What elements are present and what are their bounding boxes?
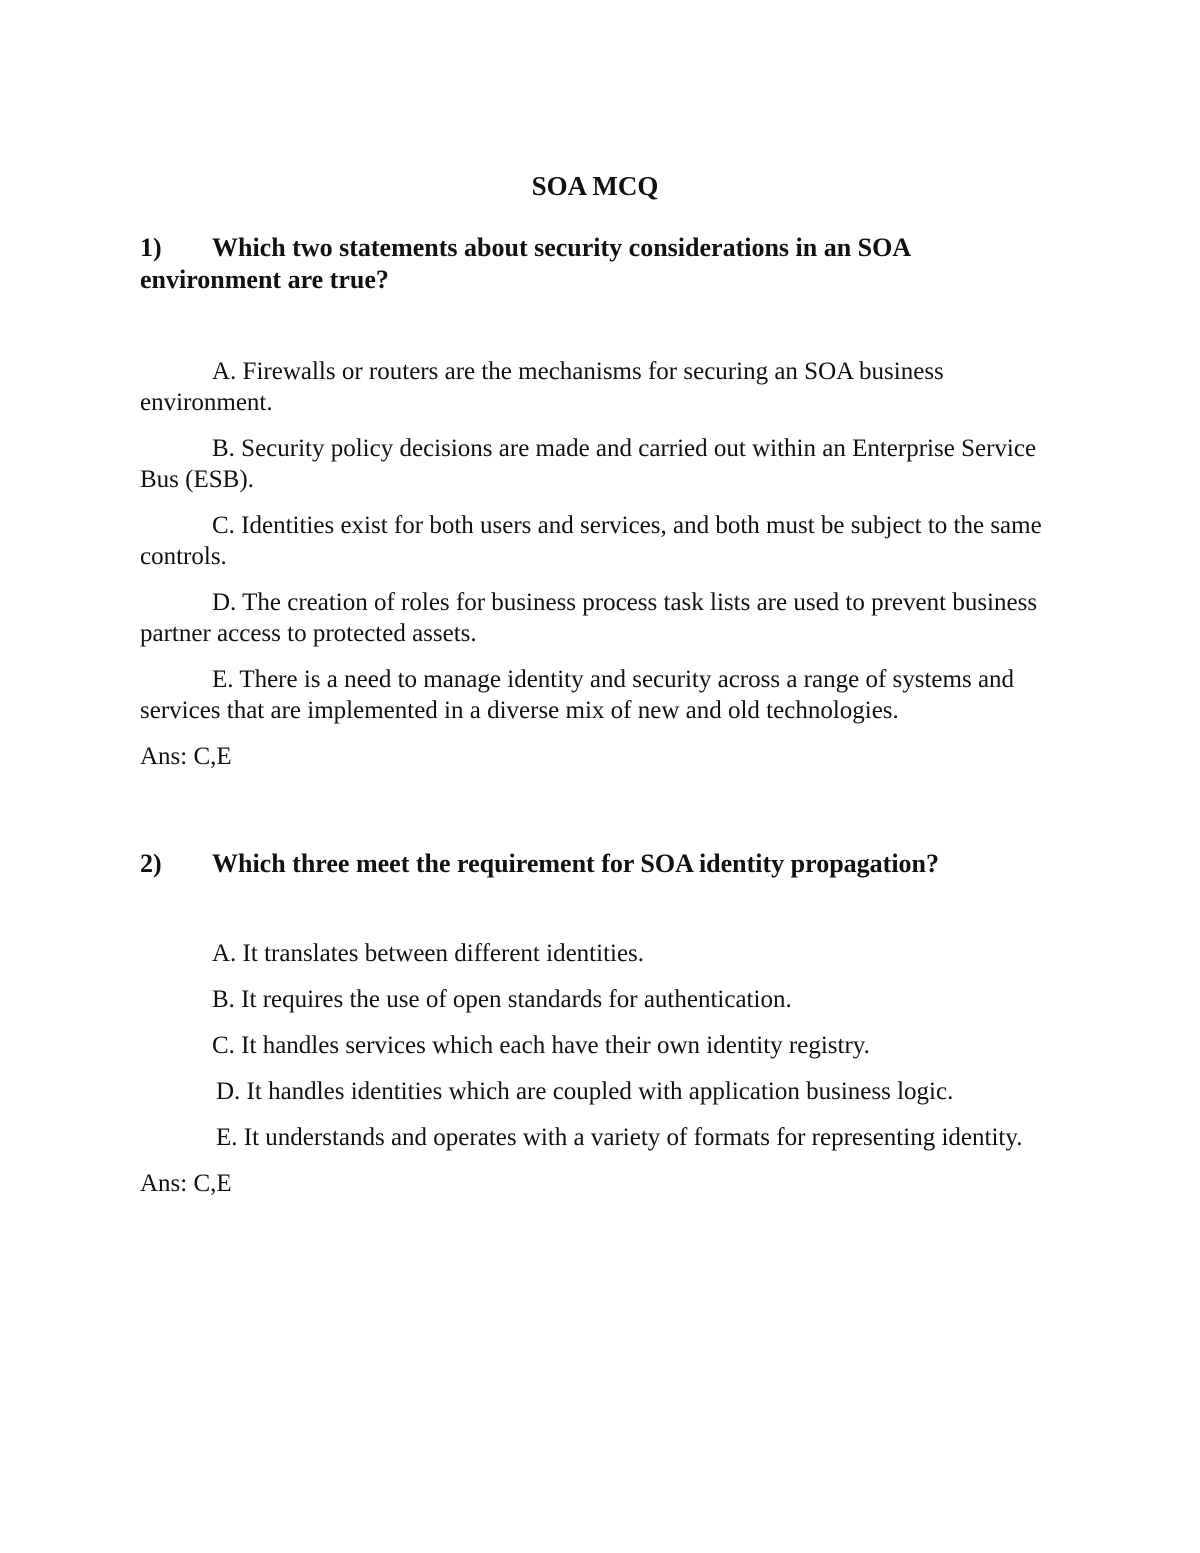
question-1-option-b: B. Security policy decisions are made and carried out within an Enterprise Service Bus (ESB). bbox=[140, 435, 1037, 493]
question-1-option-c: C. Identities exist for both users and services, and both must be subject to the same controls. bbox=[140, 512, 1042, 570]
question-1-number: 1) bbox=[140, 233, 162, 262]
question-2-heading bbox=[140, 848, 1050, 880]
question-1-option-d: D. The creation of roles for business process task lists are used to prevent business partner access to protected assets. bbox=[140, 589, 1038, 647]
question-2-option-d: D. It handles identities which are coupled with application business logic. bbox=[216, 1078, 954, 1105]
question-1-text: Which two statements about security considerations in an SOA environment are true? bbox=[140, 233, 910, 294]
question-1 bbox=[140, 232, 1050, 772]
question-2-number: 2) bbox=[140, 849, 162, 878]
question-1-answer: Ans: C,E bbox=[140, 743, 232, 770]
document-title: SOA MCQ bbox=[531, 171, 659, 201]
question-2-options bbox=[140, 938, 1050, 1153]
question-1-option-a: A. Firewalls or routers are the mechanisms for securing an SOA business environment. bbox=[140, 358, 944, 416]
question-1-option-e: E. There is a need to manage identity and security across a range of systems and services that are implemented in a diverse mix of new and old technologies. bbox=[140, 666, 1015, 724]
question-1-heading bbox=[140, 232, 1050, 296]
question-1-options bbox=[140, 356, 1050, 726]
question-2-option-c: C. It handles services which each have their own identity registry. bbox=[212, 1032, 870, 1059]
question-2-option-b: B. It requires the use of open standards for authentication. bbox=[212, 986, 792, 1013]
question-2-option-e: E. It understands and operates with a variety of formats for representing identity. bbox=[216, 1124, 1023, 1151]
question-2-option-a: A. It translates between different identities. bbox=[212, 940, 645, 967]
question-2 bbox=[140, 848, 1050, 1199]
question-2-text: Which three meet the requirement for SOA identity propagation? bbox=[212, 849, 939, 878]
question-2-answer: Ans: C,E bbox=[140, 1170, 232, 1197]
